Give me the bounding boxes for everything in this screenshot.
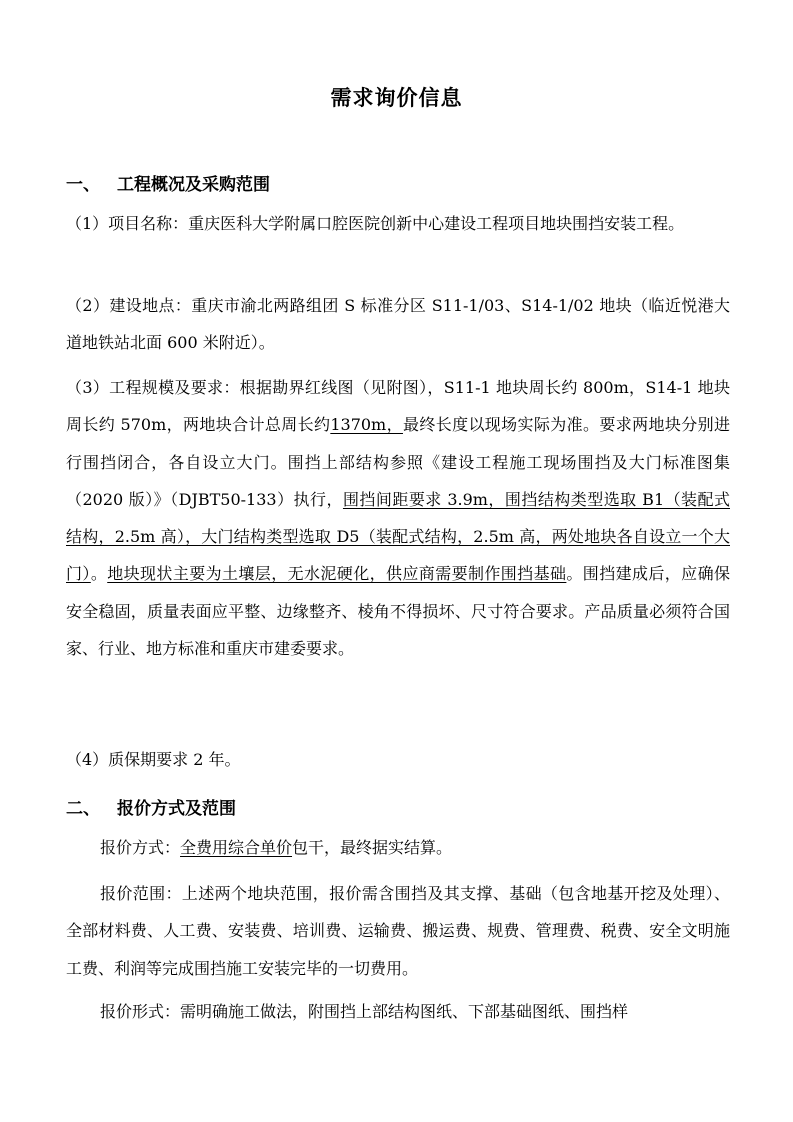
underlined-text: 地块现状主要为土壤层，无水泥硬化，供应商需要制作围挡基础 xyxy=(107,564,567,584)
item-3-paragraph xyxy=(66,369,730,667)
item-4-paragraph: （4）质保期要求 2 年。 xyxy=(66,750,241,769)
section-heading-1 xyxy=(66,170,270,195)
quote-scope-paragraph: 报价范围：上述两个地块范围，报价需含围挡及其支撑、基础（包含地基开挖及处理）、全部材料费、人工费、安装费、培训费、运输费、搬运费、规费、管理费、税费、安全文明施工费、利润等完成围挡施工安装完毕的一切费用。 xyxy=(66,884,730,978)
text-run: 包干，最终据实结算。 xyxy=(292,838,453,857)
underlined-text: 1370m， xyxy=(330,415,403,435)
text-run: 。围挡建成后，应确保安全稳固，质量表面应平整、边缘整齐、棱角不得损坏、尺寸符合要求。产品质量必须符合国家、行业、地方标准和重庆市建委要求。 xyxy=(66,564,730,659)
quote-form-paragraph: 报价形式：需明确施工做法，附围挡上部结构图纸、下部基础图纸、围挡样 xyxy=(100,1002,629,1021)
section-title: 工程概况及采购范围 xyxy=(117,175,270,195)
item-1-paragraph: （1）项目名称：重庆医科大学附属口腔医院创新中心建设工程项目地块围挡安装工程。 xyxy=(66,214,685,233)
text-run: 报价方式： xyxy=(100,838,181,857)
page-title: 需求询价信息 xyxy=(330,86,463,110)
underlined-text: 全费用综合单价 xyxy=(180,838,293,857)
underlined-text: 围挡间距要求 3.9m，围挡结构类型选取 B1（装配式结构，2.5m 高），大门结构类型选取 D5（装配式结构，2.5m 高，两处地块各自设立一个大门） xyxy=(66,489,730,584)
section-number: 二、 xyxy=(66,799,100,819)
text-run: （3）工程规模及要求：根据勘界红线图（见附图），S11-1 地块周长约 800m，S14-1 地块周长约 570m，两地块合计总周长约 xyxy=(66,378,730,435)
section-title: 报价方式及范围 xyxy=(117,799,236,819)
section-heading-2 xyxy=(66,794,236,819)
item-2-paragraph: （2）建设地点：重庆市渝北两路组团 S 标准分区 S11-1/03、S14-1/02 地块（临近悦港大道地铁站北面 600 米附近）。 xyxy=(66,296,730,353)
quote-method-paragraph xyxy=(66,829,730,866)
text-run: 最终长度以现场实际为准。要求两地块分别进行围挡闭合，各自设立大门。围挡上部结构参照《建设工程施工现场围挡及大门标准图集（2020 版）》（DJBT50-133）执行， xyxy=(66,415,730,509)
text-run: 。 xyxy=(90,564,108,584)
section-number: 一、 xyxy=(66,175,100,195)
